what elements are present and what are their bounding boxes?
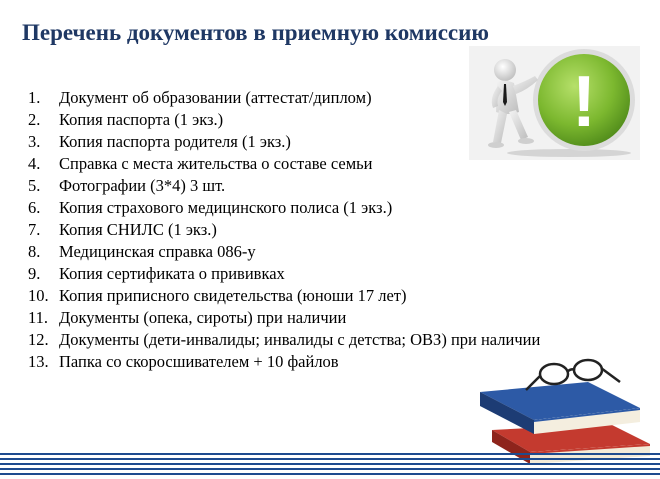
list-item xyxy=(28,153,540,175)
list-item xyxy=(28,131,540,153)
item-text: Медицинская справка 086-у xyxy=(59,242,256,261)
item-text: Фотографии (3*4) 3 шт. xyxy=(59,176,226,195)
item-text: Копия паспорта (1 экз.) xyxy=(59,110,224,129)
list-item xyxy=(28,175,540,197)
list-item xyxy=(28,263,540,285)
exclamation-icon: ! xyxy=(572,62,596,142)
list-item xyxy=(28,87,540,109)
list-item xyxy=(28,109,540,131)
item-text: Копия сертификата о прививках xyxy=(59,264,285,283)
footer-stripes xyxy=(0,453,660,479)
item-number: 1. xyxy=(28,88,41,107)
item-number: 5. xyxy=(28,176,41,195)
document-list xyxy=(28,87,540,373)
item-number: 13. xyxy=(28,352,49,371)
shadow xyxy=(507,149,631,157)
list-item xyxy=(28,307,540,329)
item-number: 11. xyxy=(28,308,49,327)
item-text: Справка с места жительства о составе семьи xyxy=(59,154,373,173)
item-number: 8. xyxy=(28,242,41,261)
item-number: 6. xyxy=(28,198,41,217)
list-item xyxy=(28,241,540,263)
slide-title: Перечень документов в приемную комиссию xyxy=(22,20,489,45)
item-text: Документ об образовании (аттестат/диплом) xyxy=(59,88,372,107)
list-item xyxy=(28,329,540,351)
item-text: Папка со скоросшивателем + 10 файлов xyxy=(59,352,339,371)
person-exclamation-illustration xyxy=(469,46,640,160)
list-item xyxy=(28,285,540,307)
item-number: 9. xyxy=(28,264,41,283)
list-item xyxy=(28,351,540,373)
item-number: 12. xyxy=(28,330,49,349)
item-text: Документы (опека, сироты) при наличии xyxy=(59,308,347,327)
blue-book xyxy=(480,382,640,434)
item-text: Копия СНИЛС (1 экз.) xyxy=(59,220,217,239)
item-number: 10. xyxy=(28,286,49,305)
list-item xyxy=(28,197,540,219)
item-number: 2. xyxy=(28,110,41,129)
item-number: 4. xyxy=(28,154,41,173)
item-number: 7. xyxy=(28,220,41,239)
item-number: 3. xyxy=(28,132,41,151)
item-text: Копия паспорта родителя (1 экз.) xyxy=(59,132,291,151)
item-text: Копия страхового медицинского полиса (1 экз.) xyxy=(59,198,393,217)
item-text: Документы (дети-инвалиды; инвалиды с детства; ОВЗ) при наличии xyxy=(59,330,541,349)
item-text: Копия приписного свидетельства (юноши 17 лет) xyxy=(59,286,407,305)
list-item xyxy=(28,219,540,241)
